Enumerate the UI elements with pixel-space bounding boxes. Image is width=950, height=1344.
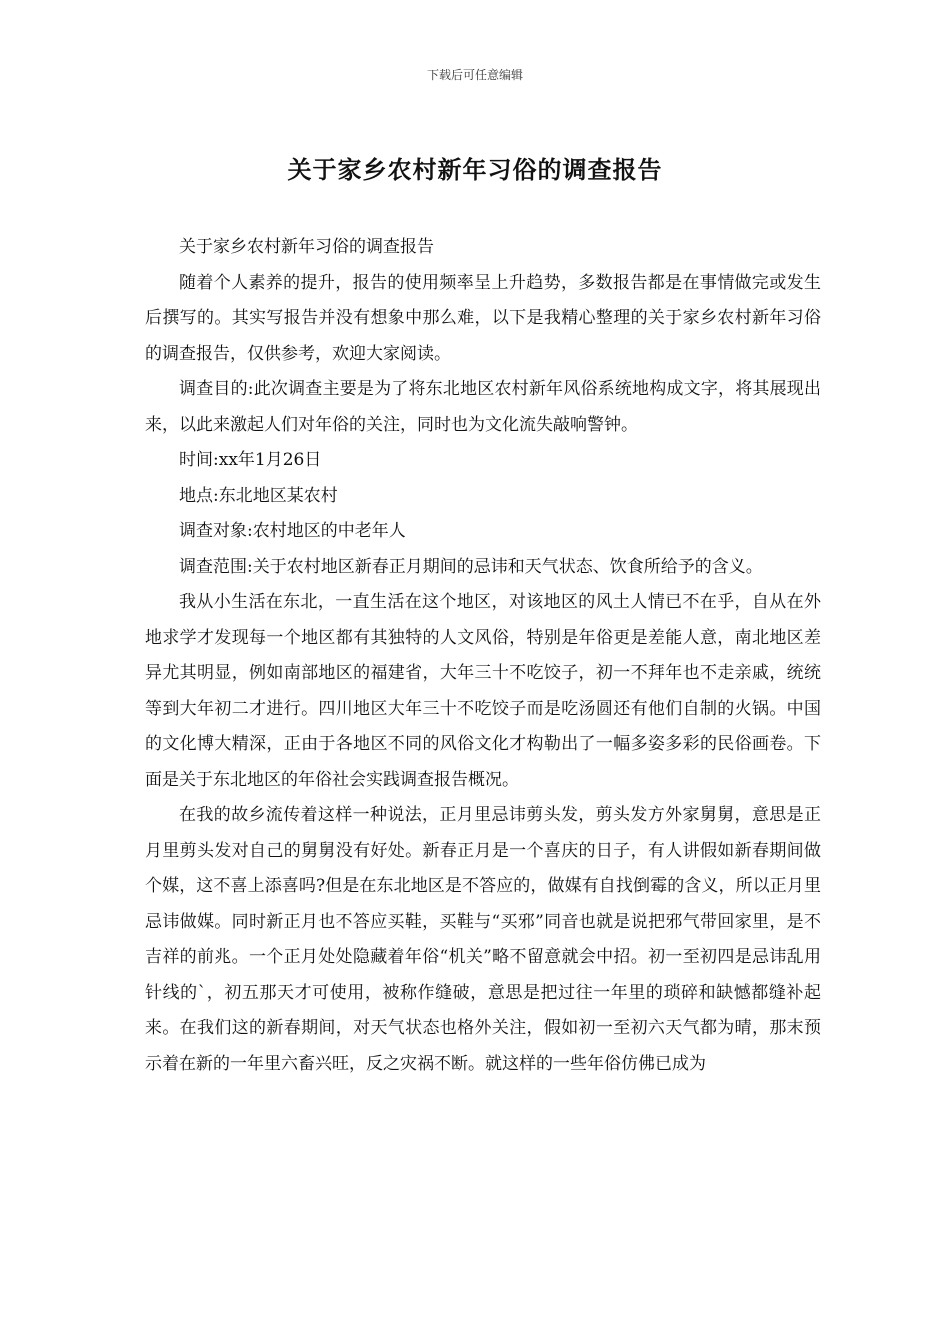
paragraph-purpose: 调查目的:此次调查主要是为了将东北地区农村新年风俗系统地构成文字，将其展现出来，以此来激起人们对年俗的关注，同时也为文化流失敲响警钟。: [145, 379, 821, 435]
paragraph-scope: 调查范围:关于农村地区新春正月期间的忌讳和天气状态、饮食所给予的含义。: [179, 556, 763, 577]
header-note: 下载后可任意编辑: [426, 68, 523, 82]
document-body: [145, 230, 821, 1082]
paragraph-background: 我从小生活在东北，一直生活在这个地区，对该地区的风土人情已不在乎，自从在外地求学才发现每一个地区都有其独特的人文风俗，特别是年俗更是差能人意，南北地区差异尤其明显，例如南部地区的福建省，大年三十不吃饺子，初一不拜年也不走亲戚，统统等到大年初二才进行。四川地区大年三十不吃饺子而是吃汤圆还有他们自制的火锅。中国的文化博大精深，正由于各地区不同的风俗文化才构勒出了一幅多姿多彩的民俗画卷。下面是关于东北地区的年俗社会实践调查报告概况。: [145, 592, 821, 790]
paragraph-intro: 随着个人素养的提升，报告的使用频率呈上升趋势，多数报告都是在事情做完或发生后撰写的。其实写报告并没有想象中那么难，以下是我精心整理的关于家乡农村新年习俗的调查报告，仅供参考，欢迎大家阅读。: [145, 272, 821, 364]
paragraph-customs: 在我的故乡流传着这样一种说法，正月里忌讳剪头发，剪头发方外家舅舅，意思是正月里剪头发对自己的舅舅没有好处。新春正月是一个喜庆的日子，有人讲假如新春期间做个媒，这不喜上添喜吗?但是在东北地区是不答应的，做媒有自找倒霉的含义，所以正月里忌讳做媒。同时新正月也不答应买鞋，买鞋与“买邪”同音也就是说把邪气带回家里，是不吉祥的前兆。一个正月处处隐藏着年俗“机关”略不留意就会中招。初一至初四是忌讳乱用针线的`，初五那天才可使用，被称作缝破，意思是把过往一年里的琐碎和缺憾都缝补起来。在我们这的新春期间，对天气状态也格外关注，假如初一至初六天气都为晴，那末预示着在新的一年里六畜兴旺，反之灾祸不断。就这样的一些年俗仿佛已成为: [145, 805, 821, 1074]
paragraph-time: 时间:xx年1月26日: [179, 450, 322, 470]
document-title: 关于家乡农村新年习俗的调查报告: [287, 155, 663, 184]
paragraph-subjects: 调查对象:农村地区的中老年人: [179, 521, 406, 541]
paragraph-subtitle: 关于家乡农村新年习俗的调查报告: [179, 237, 434, 257]
paragraph-location: 地点:东北地区某农村: [179, 485, 338, 506]
